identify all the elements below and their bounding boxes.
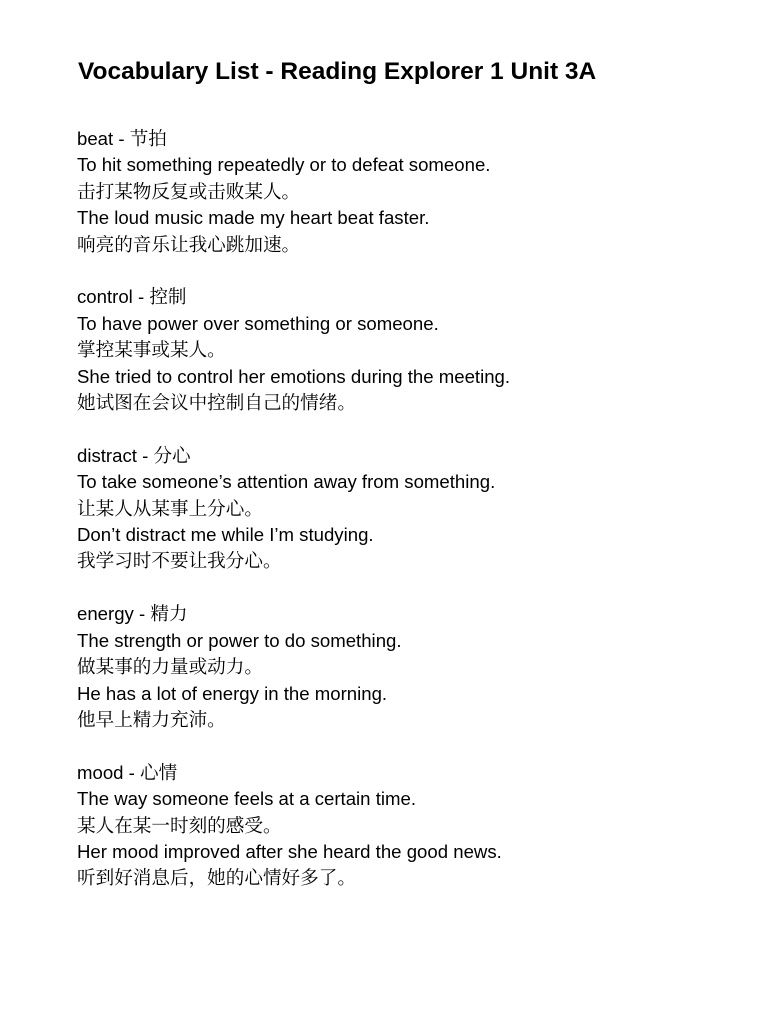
example-chinese: 她试图在会议中控制自己的情绪。 (77, 392, 356, 414)
definition-english: The way someone feels at a certain time. (77, 788, 416, 810)
definition-chinese: 掌控某事或某人。 (77, 339, 226, 361)
vocabulary-entry-control (77, 284, 757, 416)
definition-chinese: 某人在某一时刻的感受。 (77, 814, 282, 836)
entry-heading: beat - 节拍 (77, 128, 167, 149)
entry-heading: energy - 精力 (77, 603, 188, 625)
example-english: He has a lot of energy in the morning. (77, 682, 388, 704)
vocabulary-list (77, 126, 757, 918)
entry-heading: distract - 分心 (77, 444, 191, 466)
example-english: The loud music made my heart beat faster. (77, 207, 430, 229)
example-chinese: 听到好消息后，她的心情好多了。 (77, 867, 356, 889)
example-english: Her mood improved after she heard the good news. (77, 840, 502, 862)
definition-chinese: 击打某物反复或击败某人。 (77, 180, 301, 202)
vocabulary-entry-beat (77, 126, 757, 258)
example-chinese: 响亮的音乐让我心跳加速。 (77, 233, 301, 255)
entry-heading: control - 控制 (77, 286, 187, 308)
page-title: Vocabulary List - Reading Explorer 1 Unit 3A (78, 58, 597, 85)
example-english: Don’t distract me while I’m studying. (77, 524, 374, 546)
definition-english: To hit something repeatedly or to defeat someone. (77, 154, 491, 176)
example-english: She tried to control her emotions during the meeting. (77, 365, 511, 387)
entry-heading: mood - 心情 (77, 761, 178, 783)
example-chinese: 他早上精力充沛。 (77, 708, 226, 730)
vocabulary-entry-mood (77, 760, 757, 892)
definition-chinese: 让某人从某事上分心。 (77, 497, 263, 519)
definition-english: To have power over something or someone. (77, 312, 439, 334)
definition-chinese: 做某事的力量或动力。 (77, 656, 263, 678)
vocabulary-entry-distract (77, 443, 757, 575)
example-chinese: 我学习时不要让我分心。 (77, 550, 282, 572)
definition-english: To take someone’s attention away from something. (77, 471, 496, 493)
definition-english: The strength or power to do something. (77, 629, 402, 651)
vocabulary-entry-energy (77, 601, 757, 733)
